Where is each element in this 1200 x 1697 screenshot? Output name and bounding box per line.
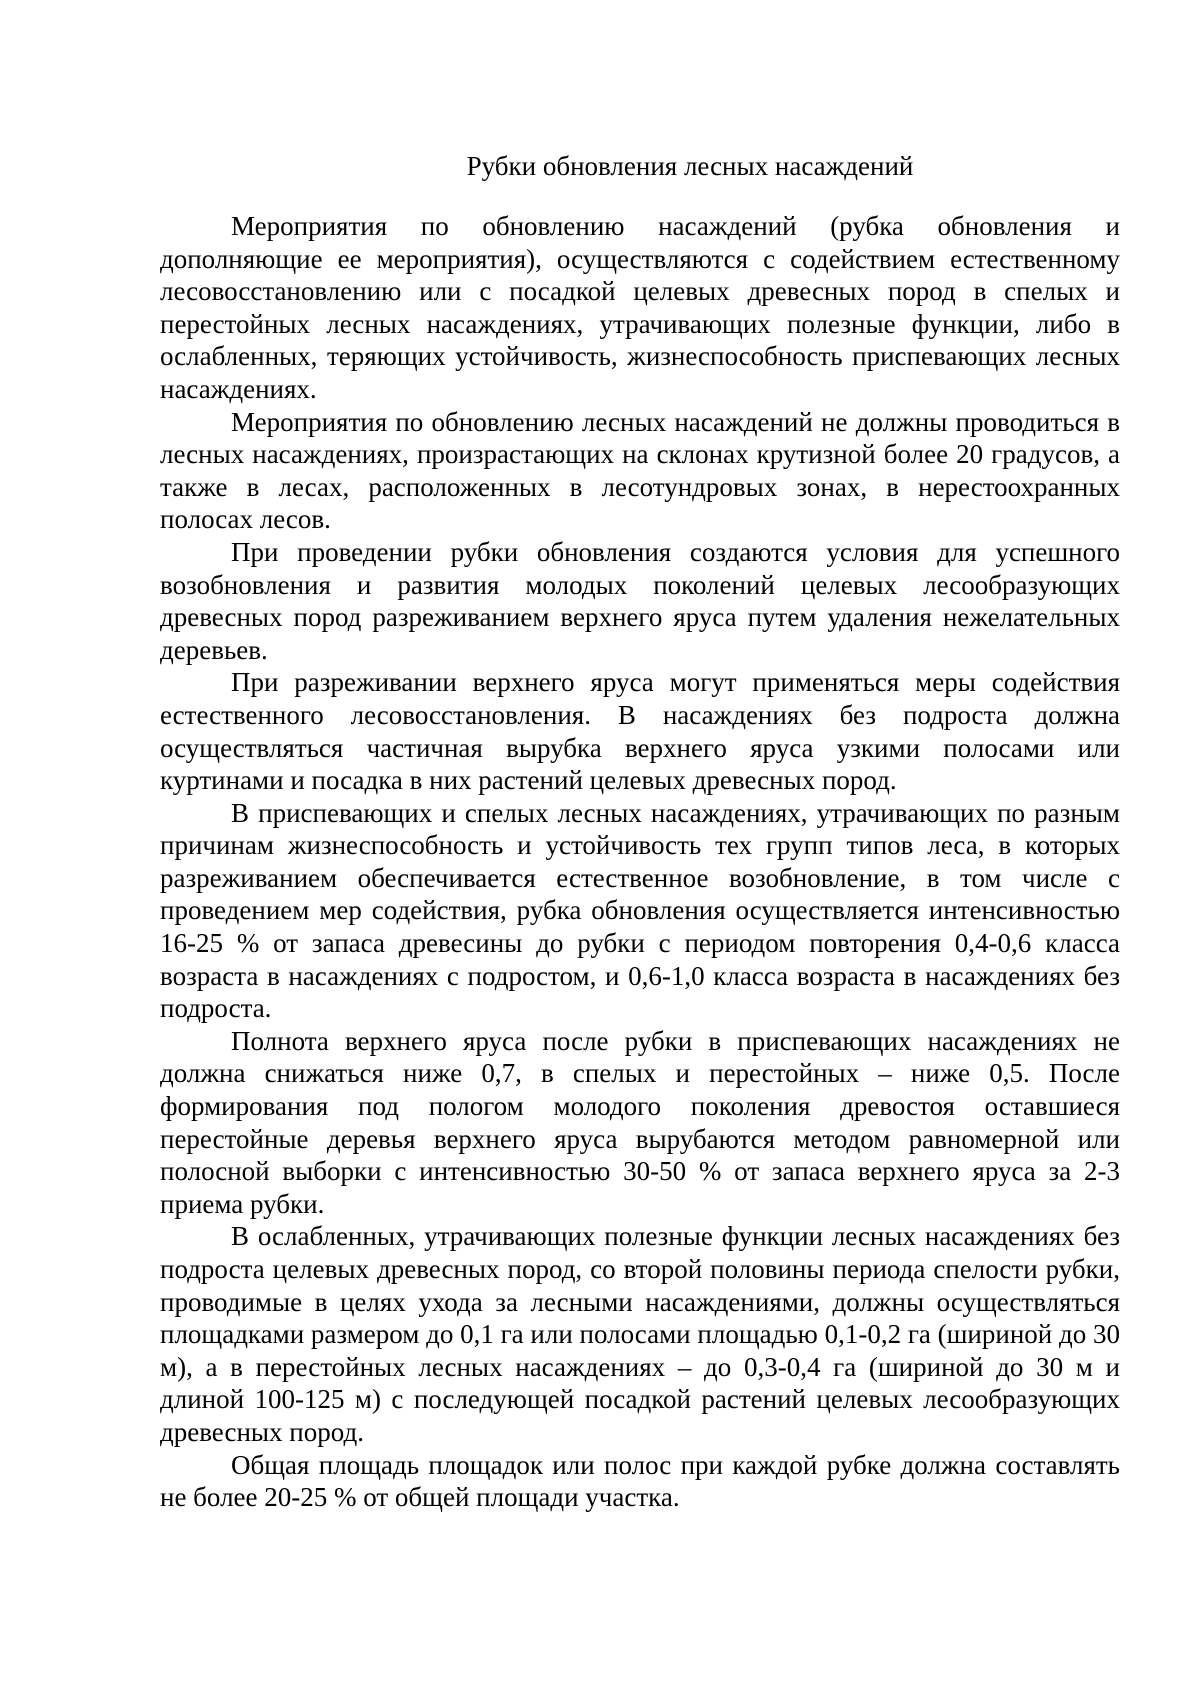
paragraph: Полнота верхнего яруса после рубки в приспевающих насаждениях не должна снижаться ниже 0,7, в спелых и перестойных – ниже 0,5. После формирования под пологом молодого поколения древостоя оставшиеся перестойные деревья верхнего яруса вырубаются методом равномерной или полосной выборки с интенсивностью 30-50 % от запаса верхнего яруса за 2-3 приема рубки.: [160, 1025, 1120, 1219]
document-title: Рубки обновления лесных насаждений: [466, 151, 914, 181]
paragraph: При разреживании верхнего яруса могут применяться меры содействия естественного лесовосстановления. В насаждениях без подроста должна осуществляться частичная вырубка верхнего яруса узкими полосами или куртинами и посадка в них растений целевых древесных пород.: [160, 667, 1120, 796]
paragraph: В приспевающих и спелых лесных насаждениях, утрачивающих по разным причинам жизнеспособность и устойчивость тех групп типов леса, в которых разреживанием обеспечивается естественное возобновление, в том числе с проведением мер содействия, рубка обновления осуществляется интенсивностью 16-25 % от запаса древесины до рубки с периодом повторения 0,4-0,6 класса возраста в насаждениях с подростом, и 0,6-1,0 класса возраста в насаждениях без подроста.: [160, 797, 1120, 1024]
paragraph: В ослабленных, утрачивающих полезные функции лесных насаждениях без подроста целевых древесных пород, со второй половины периода спелости рубки, проводимые в целях ухода за лесными насаждениями, должны осуществляться площадками размером до 0,1 га или полосами площадью 0,1-0,2 га (шириной до 30 м), а в перестойных лесных насаждениях – до 0,3-0,4 га (шириной до 30 м и длиной 100-125 м) с последующей посадкой растений целевых лесообразующих древесных пород.: [160, 1221, 1120, 1447]
paragraph: При проведении рубки обновления создаются условия для успешного возобновления и развития молодых поколений целевых лесообразующих древесных пород разреживанием верхнего яруса путем удаления нежелательных деревьев.: [160, 536, 1120, 665]
document-body: [160, 210, 1120, 1514]
paragraph: Мероприятия по обновлению лесных насаждений не должны проводиться в лесных насаждениях, произрастающих на склонах крутизной более 20 градусов, а также в лесах, расположенных в лесотундровых зонах, в нерестоохранных полосах лесов.: [160, 406, 1120, 535]
paragraph: Мероприятия по обновлению насаждений (рубка обновления и дополняющие ее мероприятия), осуществляются с содействием естественному лесовосстановлению или с посадкой целевых древесных пород в спелых и перестойных лесных насаждениях, утрачивающих полезные функции, либо в ослабленных, теряющих устойчивость, жизнеспособность приспевающих лесных насаждениях.: [160, 211, 1120, 404]
paragraph: Общая площадь площадок или полос при каждой рубке должна составлять не более 20-25 % от общей площади участка.: [160, 1449, 1120, 1513]
